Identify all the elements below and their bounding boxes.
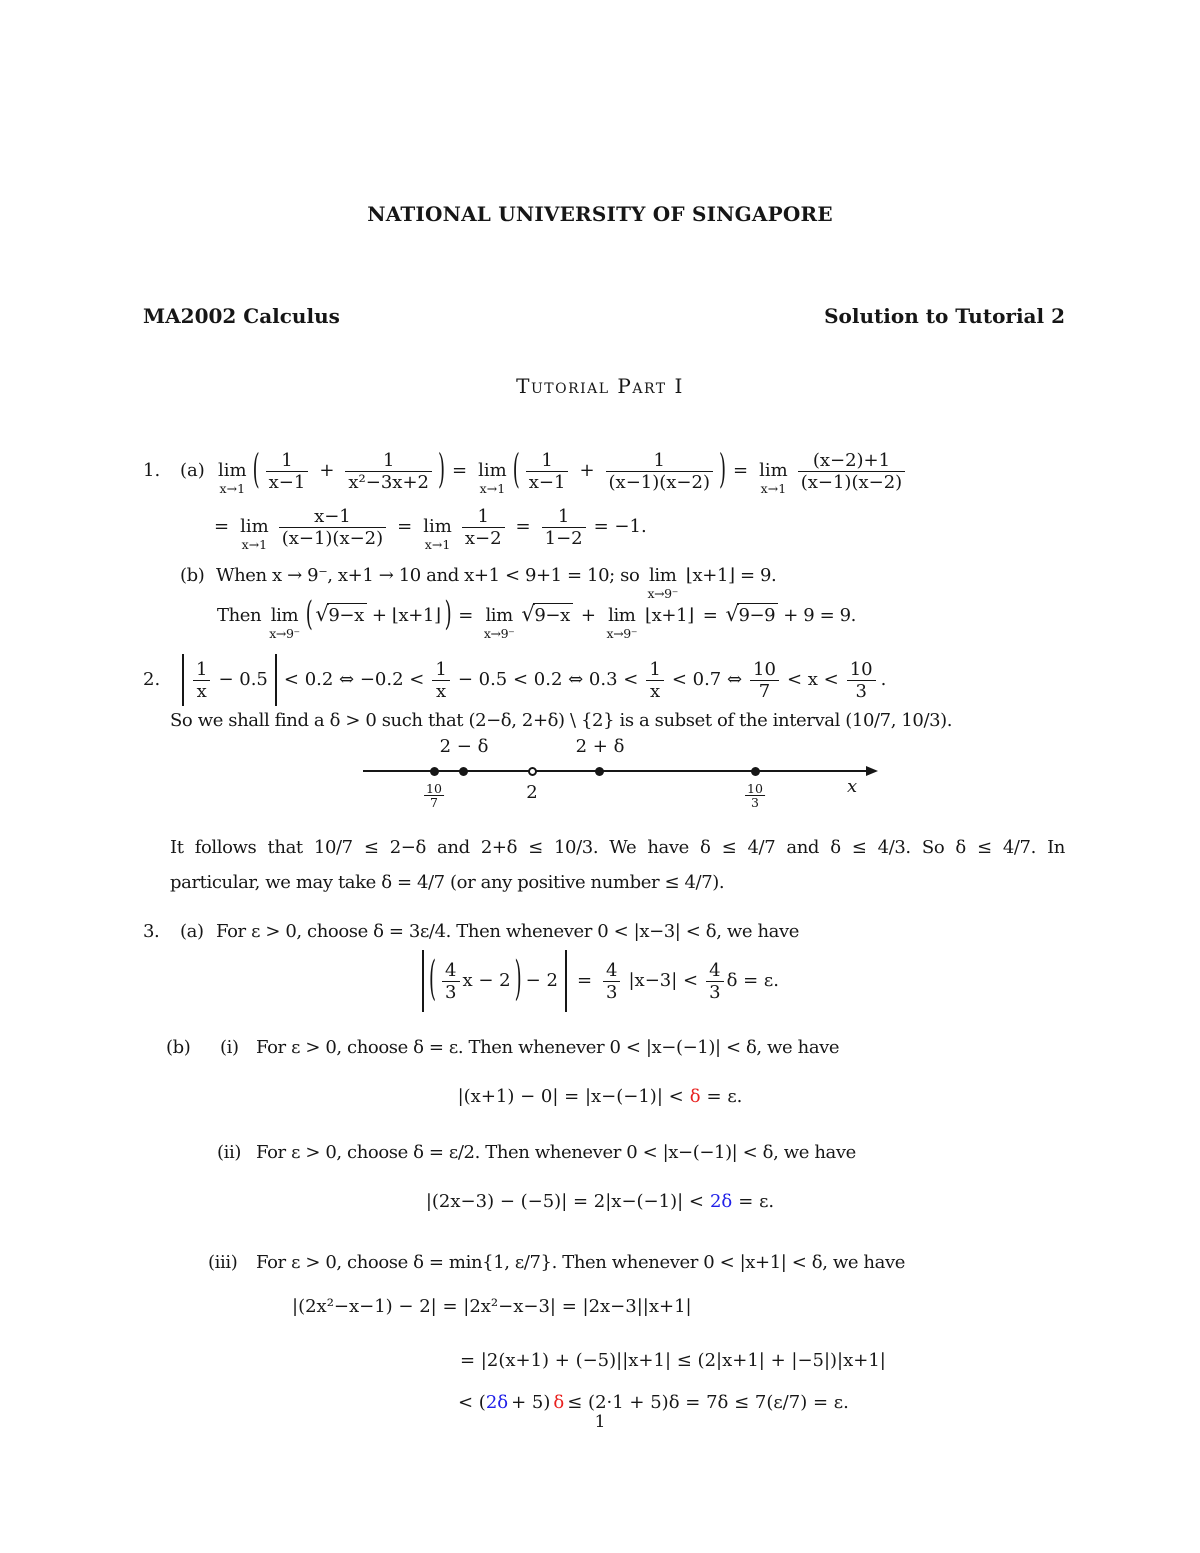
abs-bar [565, 950, 567, 1012]
equation-left: |(2x−3) − (−5)| = 2|x−(−1)| < [425, 1191, 704, 1212]
axis-label-x: x [847, 776, 858, 797]
q2-paragraph [170, 830, 1067, 900]
q3biii-line [208, 1248, 908, 1278]
fraction-4-over-3: $\frac{4}{3}$ [603, 960, 620, 1003]
right-paren: ) [514, 952, 522, 1007]
point-10-over-7 [430, 767, 439, 776]
q3biii-label: (iii) [208, 1252, 238, 1273]
paragraph-line2: particular, we may take δ = 4/7 (or any positive number ≤ 4/7). [170, 872, 725, 893]
equals-sign: = [576, 970, 593, 991]
inequality-chain-2: − 0.5 < 0.2 ⇔ 0.3 < [457, 669, 639, 690]
equation-right: = ε. [706, 1086, 743, 1107]
equation-right: = ε. [738, 1191, 775, 1212]
plus-5-paren: + 5) [511, 1392, 551, 1413]
fraction-10-over-3: $\frac{10}{3}$ [847, 659, 876, 702]
limit-operator: lim x→9⁻ [269, 605, 300, 641]
limit-operator: lim x→1 [240, 516, 269, 552]
q3a-intro: For ε > 0, choose δ = 3ε/4. Then whenever 0 < |x−3| < δ, we have [216, 921, 800, 942]
q3bi-intro: For ε > 0, choose δ = ε. Then whenever 0 < |x−(−1)| < δ, we have [256, 1037, 840, 1058]
q1a-equation-line1 [143, 444, 910, 498]
inequality-chain-3: < 0.7 ⇔ [671, 669, 743, 690]
abs-bar [422, 950, 424, 1012]
equals-sign: = [733, 460, 749, 481]
q2-number: 2. [143, 669, 161, 690]
course-name: MA2002 Calculus [143, 304, 340, 328]
fraction-1-over-x-minus-2: $\frac{1}{x-2}$ [462, 506, 505, 549]
equals-sign: = [515, 516, 531, 537]
red-delta: δ [553, 1392, 565, 1413]
fraction-10-over-7: $\frac{10}{7}$ [750, 659, 779, 702]
q1b-floor-result: ⌊x+1⌋ = 9. [685, 565, 777, 586]
q1b-text: When x → 9⁻, x+1 → 10 and x+1 < 9+1 = 10; so [216, 565, 640, 586]
result-value: = −1. [593, 516, 647, 537]
equals-sign: = [452, 460, 468, 481]
fraction-1-over-quadratic: $\frac{1}{\text{x²−3x+2}}$ [345, 450, 432, 493]
plus-floor: + ⌊x+1⌋ [371, 605, 441, 626]
tick-label-10-3: $\frac{10}{3}$ [747, 781, 763, 810]
abs-bar [275, 654, 277, 706]
course-row [143, 304, 1065, 328]
limit-operator: lim x→1 [478, 460, 507, 496]
limit-operator: lim x→9⁻ [647, 565, 678, 601]
x-between: < x < [786, 669, 839, 690]
abs-bar [182, 654, 184, 706]
point-2-minus-delta [459, 767, 468, 776]
then-word: Then [217, 605, 262, 626]
q3biii-equation-line2: = |2(x+1) + (−5)||x+1| ≤ (2|x+1| + |−5|)|x+1| [460, 1350, 886, 1371]
abs-x-minus-3: |x−3| < [628, 970, 699, 991]
fraction-1-over-x: $\frac{1}{x}$ [193, 659, 210, 702]
university-title: NATIONAL UNIVERSITY OF SINGAPORE [367, 202, 833, 226]
limit-operator: lim x→1 [423, 516, 452, 552]
fraction-1-over-x-minus-1: $\frac{1}{x-1}$ [526, 450, 569, 493]
tick-label-2: 2 [526, 782, 538, 803]
left-paren: ( [512, 446, 520, 494]
q3a-line [143, 917, 802, 947]
fraction-1-over-1-minus-2: $\frac{1}{1-2}$ [542, 506, 586, 549]
less-than-paren: < ( [458, 1392, 486, 1413]
limit-operator: lim x→1 [218, 460, 247, 496]
limit-operator: lim x→9⁻ [483, 605, 515, 641]
q3bii-intro: For ε > 0, choose δ = ε/2. Then whenever 0 < |x−(−1)| < δ, we have [256, 1142, 856, 1163]
right-paren: ) [444, 595, 452, 635]
q3b-label: (b) [166, 1037, 191, 1058]
inequality-chain-1: < 0.2 ⇔ −0.2 < [283, 669, 425, 690]
q3bii-label: (ii) [217, 1142, 241, 1163]
left-paren: ( [252, 446, 260, 494]
plus-sign: + [579, 460, 595, 481]
point-10-over-3 [751, 767, 760, 776]
equation-tail: ≤ (2·1 + 5)δ = 7δ ≤ 7(ε/7) = ε. [567, 1392, 849, 1413]
equals-sign: = [397, 516, 413, 537]
q3bii-line [217, 1138, 859, 1168]
q3-number: 3. [143, 921, 160, 942]
blue-2delta: 2δ [709, 1191, 733, 1212]
q3biii-intro: For ε > 0, choose δ = min{1, ε/7}. Then whenever 0 < |x+1| < δ, we have [256, 1252, 905, 1273]
label-2-minus-delta: 2 − δ [439, 736, 489, 757]
q3a-label: (a) [180, 921, 204, 942]
point-2-plus-delta [595, 767, 604, 776]
limit-operator: lim x→9⁻ [606, 605, 638, 641]
q1-number: 1. [143, 460, 161, 481]
period: . [880, 669, 887, 690]
section-heading: Tutorial Part I [516, 374, 684, 398]
label-2-plus-delta: 2 + δ [575, 736, 625, 757]
q3a-equation [0, 946, 1200, 1016]
q3biii-equation-line1: |(2x²−x−1) − 2| = |2x²−x−3| = |2x−3||x+1| [292, 1296, 692, 1317]
right-paren: ) [719, 446, 727, 494]
delta-equals-epsilon: δ = ε. [726, 970, 779, 991]
minus-2: − 2 [525, 970, 558, 991]
fraction-xm1-over-product: $\frac{x-1}{(x-1)(x-2)}$ [279, 506, 386, 549]
q1a-label: (a) [180, 460, 205, 481]
x-minus-2: x − 2 [462, 970, 511, 991]
q3bi-line [166, 1033, 842, 1063]
number-line-diagram [363, 736, 883, 820]
point-2-open [528, 767, 537, 776]
page-number: 1 [594, 1412, 606, 1432]
left-paren: ( [305, 595, 313, 635]
axis-arrowhead-icon [866, 766, 878, 776]
equals-sign: = [214, 516, 230, 537]
fraction-1-over-product: $\frac{1}{(x-1)(x-2)}$ [606, 450, 713, 493]
equation-left: |(x+1) − 0| = |x−(−1)| < [457, 1086, 684, 1107]
red-delta: δ [689, 1086, 701, 1107]
q2-equation-line [143, 652, 886, 708]
floor-term: ⌊x+1⌋ [645, 605, 694, 626]
plus-sign: + [580, 605, 596, 626]
sqrt-9-minus-x: √9−x [315, 597, 366, 633]
right-paren: ) [438, 446, 446, 494]
fraction-4-over-3: $\frac{4}{3}$ [706, 960, 723, 1003]
plus-sign: + [319, 460, 335, 481]
fraction-1-over-x: $\frac{1}{x}$ [432, 659, 449, 702]
sqrt-9-minus-x: √9−x [521, 597, 572, 633]
fraction-4-over-3: $\frac{4}{3}$ [442, 960, 459, 1003]
sqrt-9-minus-9: √9−9 [725, 597, 778, 633]
blue-2delta: 2δ [485, 1392, 509, 1413]
q3bi-label: (i) [220, 1037, 239, 1058]
q1b-line1 [180, 561, 779, 600]
q1a-equation-line2 [214, 500, 650, 554]
final-result: + 9 = 9. [783, 605, 856, 626]
q1b-label: (b) [180, 565, 205, 586]
solution-title: Solution to Tutorial 2 [824, 304, 1065, 328]
tick-label-10-7: $\frac{10}{7}$ [426, 781, 442, 810]
fraction-1-over-x-minus-1: $\frac{1}{x-1}$ [266, 450, 309, 493]
equals-sign: = [458, 605, 473, 626]
q1b-line2 [214, 597, 859, 640]
q3bii-equation [0, 1185, 1200, 1219]
fraction-1-over-x: $\frac{1}{x}$ [646, 659, 663, 702]
minus-half: − 0.5 [218, 669, 268, 690]
limit-operator: lim x→1 [759, 460, 788, 496]
q2-explanation: So we shall find a δ > 0 such that (2−δ, 2+δ) \ {2} is a subset of the interval (10/7, 10/3). [170, 710, 953, 731]
left-paren: ( [429, 952, 437, 1007]
fraction-combined-numerator: $\frac{(x-2)+1}{(x-1)(x-2)}$ [798, 450, 905, 493]
equals-sign: = [702, 605, 718, 626]
q3bi-equation [0, 1080, 1200, 1114]
paragraph-line1: It follows that 10/7 ≤ 2−δ and 2+δ ≤ 10/3. We have δ ≤ 4/7 and δ ≤ 4/3. So δ ≤ 4/7. In [170, 837, 1065, 858]
